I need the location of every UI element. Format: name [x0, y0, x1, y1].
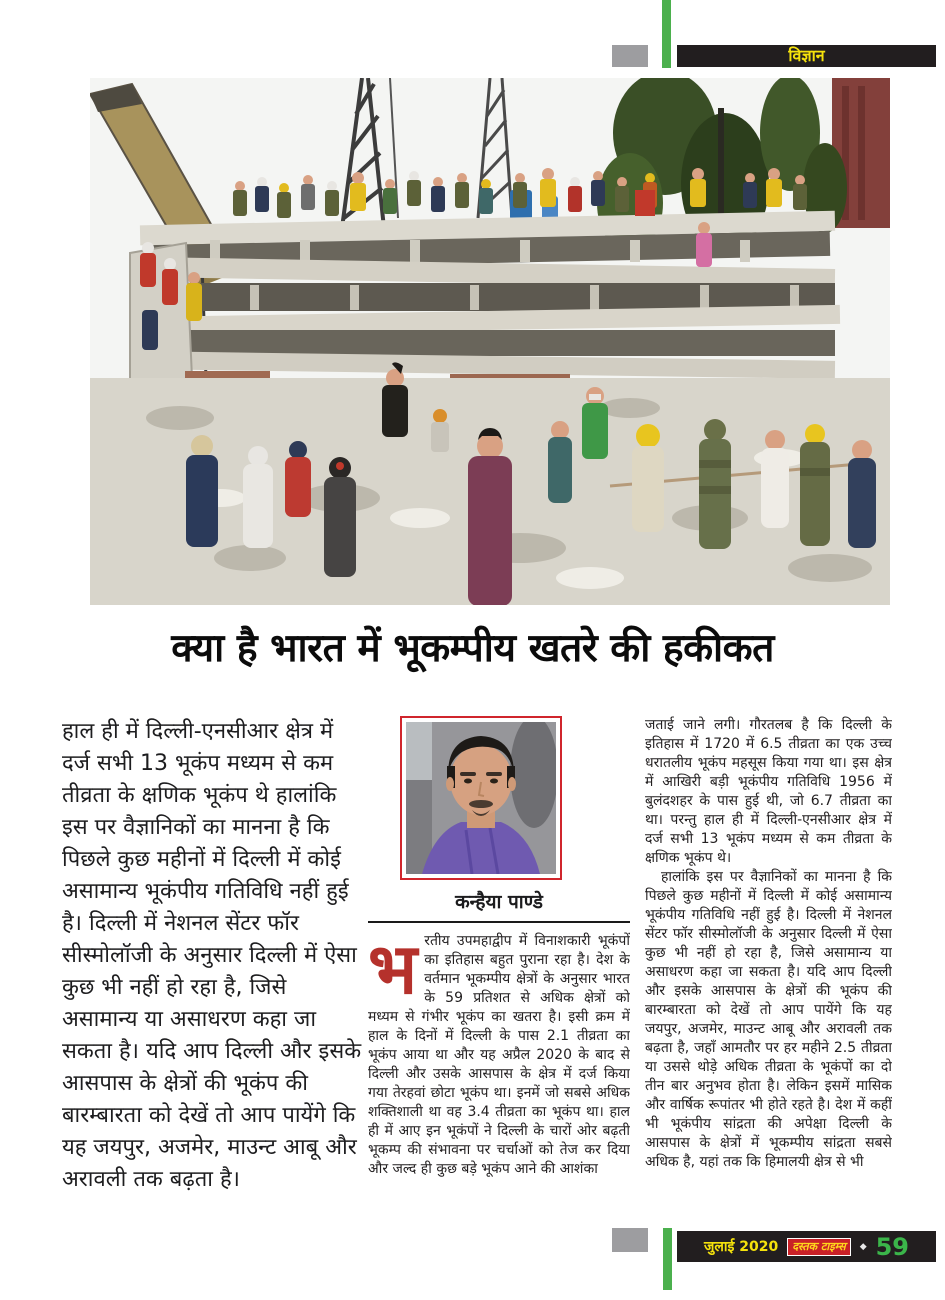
page-number: 59 [875, 1232, 910, 1261]
middle-column [368, 716, 630, 1250]
author-name: कन्हैया पाण्डे [455, 891, 543, 913]
magazine-logo: दस्तक टाइम्स [787, 1238, 850, 1256]
article-start [368, 932, 630, 1250]
photo-illustration [90, 78, 890, 605]
header-green-bar [662, 0, 671, 68]
article-headline: क्या है भारत में भूकम्पीय खतरे की हकीकत [171, 626, 774, 671]
header-section-bar [677, 45, 936, 67]
lede-column [62, 716, 364, 1241]
diamond-separator-icon: ◆ [859, 1241, 867, 1252]
footer-bar [677, 1231, 936, 1262]
dropcap: भ [368, 932, 418, 1010]
lede-paragraph: हाल ही में दिल्ली-एनसीआर क्षेत्र में दर्ज सभी 13 भूकंप मध्यम से कम तीव्रता के क्षणिक भूकंप थे हालांकि इस पर वैज्ञानिकों का मानना है कि पिछले कुछ महीनों में दिल्ली में कोई असामान्य भूकंपीय गतिविधि नहीं हुई है। दिल्ली में नेशनल सेंटर फॉर सीस्मोलॉजी के अनुसार दिल्ली में ऐसा कुछ भी नहीं हो रहा है, जिसे असामान्य या असाधरण कहा जा सकता है। यदि आप दिल्ली और इसके आसपास के क्षेत्रों की भूकंप की बारम्बारता को देखें तो आप पायेंगे कि यह जयपुर, अजमेर, माउन्ट आबू और अरावली तक बढ़ता है। [62, 719, 362, 1192]
right-column [645, 716, 892, 1222]
article-paragraph-2: जताई जाने लगी। गौरतलब है कि दिल्ली के इतिहास में 1720 में 6.5 तीव्रता का एक उच्च धरातलीय भूकंप महसूस किया गया था। इस क्षेत्र में आखिरी बड़ी भूकंपीय गतिविधि 1956 में बुलंदशहर के पास हुई थी, जो 6.7 तीव्रता का था। परन्तु हाल ही में दिल्ली-एनसीआर क्षेत्र में दर्ज सभी 13 भूकंप मध्यम से कम तीव्रता के क्षणिक भूकंप थे। [645, 717, 892, 866]
header-gray-box [612, 45, 648, 67]
footer-gray-box [612, 1228, 648, 1252]
issue-date: जुलाई 2020 [703, 1239, 779, 1255]
article-paragraph-1: रतीय उपमहाद्वीप में विनाशकारी भूकंपों का इतिहास बहुत पुराना रहा है। देश के वर्तमान भूकम्पीय क्षेत्रों के अनुसार भारत के 59 प्रतिशत से अधिक क्षेत्रों को मध्यम से गंभीर भूकंप का खतरा है। इसी क्रम में हाल के दिनों में दिल्ली के पास 2.1 तीव्रता का भूकंप आया था और यह अप्रैल 2020 के बाद से दिल्ली और उसके आसपास के क्षेत्र में दर्ज किया गया तेरहवां छोटा भूकंप था। इनमें जो सबसे अधिक शक्तिशाली था वह 3.4 तीव्रता का भूकंप था। हाल ही में आए इन भूकंपों ने दिल्ली के चारों ओर बढ़ती भूकम्प की संभावना पर चर्चाओं को तेज कर दिया और जल्द ही कुछ बड़े भूकंप आने की आशंका [368, 933, 630, 1177]
author-photo [400, 716, 562, 880]
earthquake-rescue-photo [90, 78, 890, 605]
caption-divider [368, 921, 630, 923]
article-paragraph-3: हालांकि इस पर वैज्ञानिकों का मानना है कि पिछले कुछ महीनों में दिल्ली में कोई असामान्य भूकंपीय गतिविधि नहीं हुई है। दिल्ली में नेशनल सेंटर फॉर सीस्मोलॉजी के अनुसार दिल्ली में ऐसा कुछ भी नहीं हो रहा है, जिसे असामान्य या असाधरण कहा जा सकता है। यदि आप दिल्ली और इसके आसपास के क्षेत्रों की भूकंप की बारम्बारता को देखें तो आप पायेंगे कि यह जयपुर, अजमेर, माउन्ट आबू और अरावली तक बढ़ता है, जहाँ आमतौर पर हर महीने 2.5 तीव्रता या उससे थोड़े अधिक तीव्रता के भूकंपों का दो तीन बार अनुभव होता है। लेकिन इसमें मासिक और वार्षिक रूपांतर भी होते रहते है। देश में कहीं भी भूकंपीय सांद्रता की अपेक्षा दिल्ली के आसपास के क्षेत्रों में भूकम्पीय सांद्रता सबसे अधिक है, यहां तक कि हिमालयी क्षेत्र से भी [645, 869, 892, 1170]
footer-green-bar [663, 1228, 672, 1290]
section-label: विज्ञान [788, 46, 825, 65]
author-portrait-illustration [406, 722, 556, 874]
